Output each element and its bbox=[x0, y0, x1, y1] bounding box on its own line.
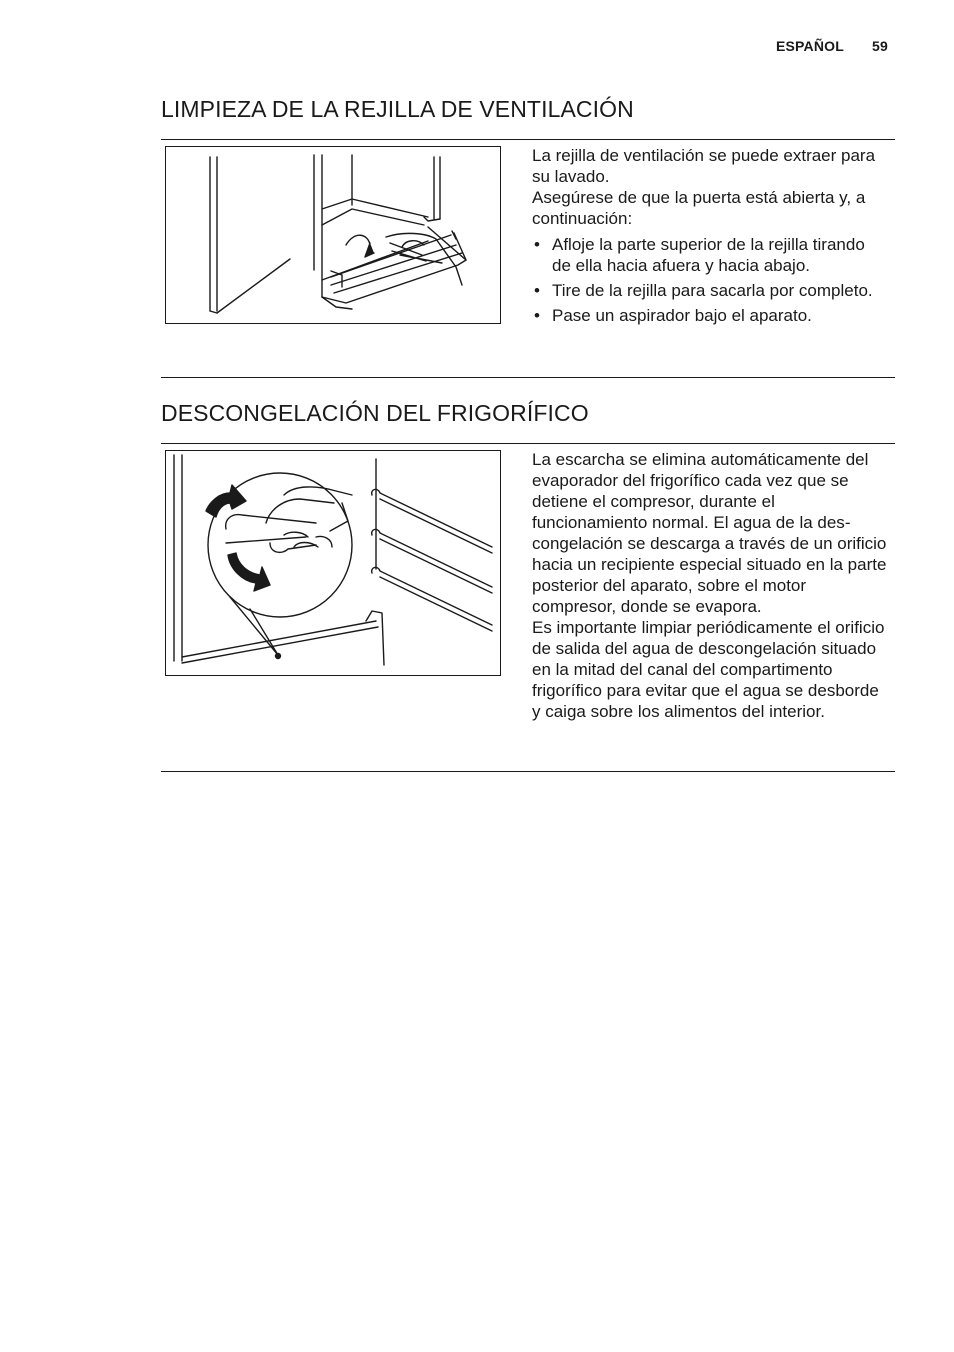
page-header bbox=[776, 38, 888, 54]
section-title-defrost: DESCONGELACIÓN DEL FRIGORÍFICO bbox=[161, 400, 589, 426]
ventilation-grille-illustration bbox=[165, 146, 501, 324]
paragraph: Es importante limpiar periódicamente el orificio de salida del agua de descongelación situado en la mitad del canal del compartimento frigorífico para evitar que el agua se desborde y caiga sobre los alimentos del interior. bbox=[532, 618, 885, 721]
page-number: 59 bbox=[872, 38, 888, 54]
defrost-drain-cleaning-icon bbox=[166, 451, 500, 675]
section-divider-rule bbox=[161, 377, 895, 378]
ventilation-grille-removal-icon bbox=[166, 147, 500, 323]
list-item: • Afloje la parte superior de la rejilla tirando de ella hacia afuera y hacia abajo. bbox=[532, 234, 888, 276]
ventilation-grille-text bbox=[532, 145, 888, 330]
section-top-rule bbox=[161, 139, 895, 140]
paragraph: La rejilla de ventilación se puede extraer para su lavado. bbox=[532, 146, 876, 186]
defrost-text bbox=[532, 449, 888, 722]
list-item: • Pase un aspirador bajo el aparato. bbox=[532, 305, 888, 326]
section-title-ventilation-grille: LIMPIEZA DE LA REJILLA DE VENTILACIÓN bbox=[161, 96, 634, 122]
list-item: • Tire de la rejilla para sacarla por completo. bbox=[532, 280, 888, 301]
paragraph: La escarcha se elimina automáticamente del evaporador del frigorífico cada vez que se detiene el compresor, durante el funcionamiento normal. El agua de la descongelación se descarga a través de un orificio hacia un recipiente especial situado en la parte posterior del aparato, sobre el motor compresor, donde se evapora. bbox=[532, 450, 887, 616]
instruction-list bbox=[532, 234, 888, 326]
header-language: ESPAÑOL bbox=[775, 38, 845, 54]
defrost-illustration bbox=[165, 450, 501, 676]
section-top-rule bbox=[161, 443, 895, 444]
paragraph: Asegúrese de que la puerta está abierta y, a continuación: bbox=[532, 188, 866, 228]
section-bottom-rule bbox=[161, 771, 895, 772]
